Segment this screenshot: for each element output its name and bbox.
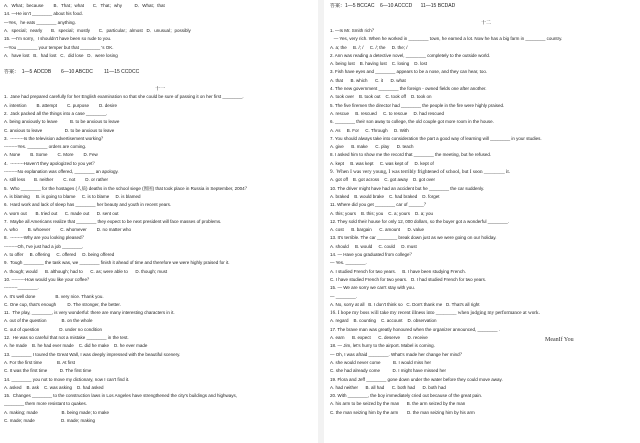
text-line: A. had neither B. all had C. both had D. both had <box>330 384 446 390</box>
text-line: 20. With ________, the boy immediately cried out because of the great pain. <box>330 393 483 399</box>
text-line: ---------Yes. ________ orders are coming. <box>4 144 87 150</box>
text-line: 12. They sold their house for only 12, 000 dollars, so the buyer got a wonderful ________. <box>330 218 510 224</box>
text-line: 10. The driver might have had an accident but he ________ the car suddenly. <box>330 185 485 191</box>
text-line: ________ them more resistant to quakes. <box>4 401 88 407</box>
text-line: A．have lost B．had lost C．did lose D．were losing <box>4 52 118 58</box>
text-line: A. to offer B. offering C. offered D. being offered <box>4 252 115 257</box>
text-line: A. he made B. he had ever made C. did he make D. he ever made <box>4 343 148 349</box>
text-line: 8. I asked him to show me the record that ________ the meeting, but he refused. <box>330 152 492 158</box>
text-line: A. cost B. bargain C. amount D. value <box>330 227 425 233</box>
text-line: 9. Tough ________ the task was, we ________ finish it ahead of time and therefore we were highly praised for it. <box>4 260 230 266</box>
text-line: A. is blaming B. is going to blame C. is to blame D. is blamed <box>4 193 141 199</box>
text-line: 4. ---------Haven't they apologized to you yet？ <box>4 160 97 166</box>
text-line: 18. — Jim, let's hurry to the airport. Mabel is coming. <box>330 343 435 349</box>
text-line: A. intention B. attempt C. purpose D. desire <box>4 102 118 108</box>
text-line: — Yes, very rich. When he worked in ________ town, he earned a lot. Now he has a big farm in ________ country. <box>330 36 563 42</box>
text-line: 8. ---------Why are you looking pleased？ <box>4 235 87 241</box>
text-line: A. I studied French for two years. B. I have been studying French. <box>330 268 466 274</box>
text-line: A. got off B. got across C. got away D. got over <box>330 177 435 183</box>
text-line: 2. Jack packed all the things into a case ________. <box>4 110 108 116</box>
blank-line <box>330 11 640 17</box>
text-line: 2. Ann was reading a detective novel, ________ completely to the outside world. <box>330 52 491 58</box>
text-line: A. took over B. took out C. took off D. took on <box>330 94 432 100</box>
text-line: 11. The play, ________, is very wonderful: there are many interesting characters in it. <box>4 310 175 316</box>
text-line: A. It's well done B. very nice. Thank you. <box>4 293 104 299</box>
text-line: 7. You should always take into consideration the part a good way of learning will ________ in your studies. <box>330 135 542 141</box>
handwritten-note: MeanIf You <box>545 337 574 343</box>
text-line: A. braked B. would brake C. had braked D. forget <box>330 193 440 199</box>
text-line: A. being anxiously to leave B. to be anxious to leave <box>4 119 120 125</box>
text-line: C. anxious to leave D. to be anxious to leave <box>4 127 115 133</box>
text-line: A. being lost B. having lost C. losing D. lost <box>330 61 428 67</box>
text-line: ---------No explanation was offered, ________ an apology. <box>4 169 119 174</box>
blank-line <box>4 61 316 67</box>
text-line: 5. Who ________ for the hostages (人质) deaths in the school siege (围困) that took place in Russia in September, 2004？ <box>4 185 250 191</box>
text-line: A. worn out B. tried out C. made out D. sent out <box>4 210 119 216</box>
blank-line <box>4 78 316 84</box>
text-line: 12. He was so careful that not a mistake ________ in the test. <box>4 335 129 340</box>
right-page <box>330 0 640 443</box>
text-line: 11. Where did you get ________ car of ______？ <box>330 202 429 208</box>
text-line: 6. Hard work and lack of sleep has ________ her beauty and youth in recent years. <box>4 202 172 208</box>
text-line: 14. — Have you graduated from college？ <box>330 252 415 257</box>
text-line: 10. ---------How would you like your coffee？ <box>4 276 92 282</box>
text-line: A. making; made B. being made; to make <box>4 409 110 415</box>
text-line: A. out of the question B. on the whole <box>4 318 93 324</box>
text-line: C. out of question D. under no condition <box>4 326 103 332</box>
text-line: 13. ________ I toured the Great Wall, I was deeply impressed with the beautiful scenery. <box>4 351 181 357</box>
text-line: C. the man seizing him by the arm D. the man seizing him by his arm <box>330 409 475 415</box>
text-line: A. For the first time B. At first <box>4 359 76 365</box>
text-line: A. that B. which C. it D. what <box>330 77 406 83</box>
text-line: 19. Flora and Jeff ________ gone down under the water before they could move away. <box>330 376 503 382</box>
text-line: 5. The five firemen the director had ________ the people in the fire were highly praised. <box>330 102 505 108</box>
text-line: —You ________ your temper but that ________ 's OK. <box>4 44 114 50</box>
left-page <box>4 0 316 443</box>
text-line: — ________. <box>330 293 358 299</box>
text-line: 1. Jane had prepared carefully for her English examination so that she could be sure of passing it on her first ________. <box>4 94 244 100</box>
text-line: A. who B. whoever C. whomever D. no matter who <box>4 227 132 233</box>
text-line: A. None B. Some C. More D. Few <box>4 152 98 158</box>
text-line: C. One cup, that's enough D. The stronger, the better. <box>4 301 121 307</box>
text-line: 17. The brave man was greatly honoured when the organizer announced, ________ . <box>330 326 501 332</box>
text-line: A．What；because B．That；what C．That；why D．What；that <box>4 3 165 8</box>
text-line: A. this; yours B. this; you C. a; yours D. a; you <box>330 210 434 216</box>
text-line: A. earn B. expect C. deserve D. receive <box>330 335 428 340</box>
text-line: ---------________. <box>4 285 39 291</box>
text-line: C. I have studied French for two years. D. I had studied French for two years. <box>330 276 487 282</box>
text-line: A. though; would B. although; had to C. as; were able to D. though; must <box>4 268 168 274</box>
text-line: 14. —He isn't ________ about his food. <box>4 11 83 17</box>
text-line: C. It was the first time D. The first time <box>4 368 92 374</box>
text-line: A. As B. For C. Through D. With <box>330 127 409 133</box>
text-line: 15. Changes ________ to the construction laws in Los Angeles have strengthened the city's buildings and highways, <box>4 393 238 399</box>
text-line: 9. When I was very young, I was terribly frightened of school, but I soon ________ it. <box>330 169 511 175</box>
text-line: — Oh, I was afraid ________. What's made her change her mind？ <box>330 351 465 357</box>
text-line: 14. ________ you not to move my dictionary, now I can't find it. <box>4 376 130 382</box>
text-line: 答案： 1—5 ADCDB 6—10 ABCDC 11—15 CCDCC <box>4 69 140 76</box>
text-line: 15. —I'm sorry，I shouldn't have been so rude to you. <box>4 36 112 42</box>
text-line: 3. ---------Is the television advertisement working？ <box>4 135 106 141</box>
text-line: 6. ________ their son away to college, the old couple got more room in the house. <box>330 119 494 125</box>
text-line: 十二 <box>480 19 491 26</box>
text-line: C. she had already come D. I might have missed her <box>330 368 447 374</box>
text-line: A. asked B. ask C. was asking D. had asked <box>4 384 104 390</box>
text-line: A. No, sorry at all B. I don't think so C. Don't thank me D. That's all right <box>330 301 480 307</box>
text-line: A. should B. would C. could D. must <box>330 243 417 249</box>
text-line: A. his arm to be seized by the man B. the arm seized by the man <box>330 401 466 407</box>
page-gutter <box>318 0 324 443</box>
text-line: A．special；nearly B．special；mostly C．particular；almost D．unusual；possibly <box>4 27 191 33</box>
text-line: 答案：1—5 BCCAC 6—10 ACCCD 11—15 BCDAD <box>330 3 456 9</box>
text-line: —Yes，he eats ________ anything. <box>4 19 76 25</box>
text-line: 1. —Is Mr. Smith rich？ <box>330 27 377 33</box>
text-line: A. rescue B. rescued C. to rescue D. had rescued <box>330 110 445 116</box>
text-line: A. she would never come B. I would miss her <box>330 359 432 365</box>
text-line: A. regard B. counting C. account D. observation <box>330 318 437 324</box>
text-line: 十一 <box>154 86 165 92</box>
text-line: 7. Maybe all Americans realize that ________ they expect to be next president will face masses of problems. <box>4 218 222 224</box>
text-line: 15. — We are sorry we can't stay with you. <box>330 285 416 291</box>
text-line: A. kept B. was kept C. was kept of D. kept of <box>330 160 434 166</box>
text-line: A. still less B. neither C. not D. or rather <box>4 177 109 183</box>
text-line: 13. It's terrible. The car ________ break down just as we were going on our holiday. <box>330 235 497 241</box>
text-line: 16. I hope my boss will take my recent illness into ________ when judging my performance at work. <box>330 310 540 317</box>
text-line: 4. The new government ________ the foreign - owned fields one after another. <box>330 86 487 91</box>
text-line: ---------Oh, I've just had a job ________. <box>4 243 84 249</box>
text-line: A. a; the B. /; / C. /; the D. the; / <box>330 44 408 50</box>
text-line: C. made; made D. made; making <box>4 418 96 423</box>
text-line: 3. Fish have eyes and ________ appears to be a nose, and they can hear, too. <box>330 69 488 75</box>
text-line: A. give B. make C. play D. teach <box>330 144 414 150</box>
text-line: — Yes. ________. <box>330 260 367 266</box>
